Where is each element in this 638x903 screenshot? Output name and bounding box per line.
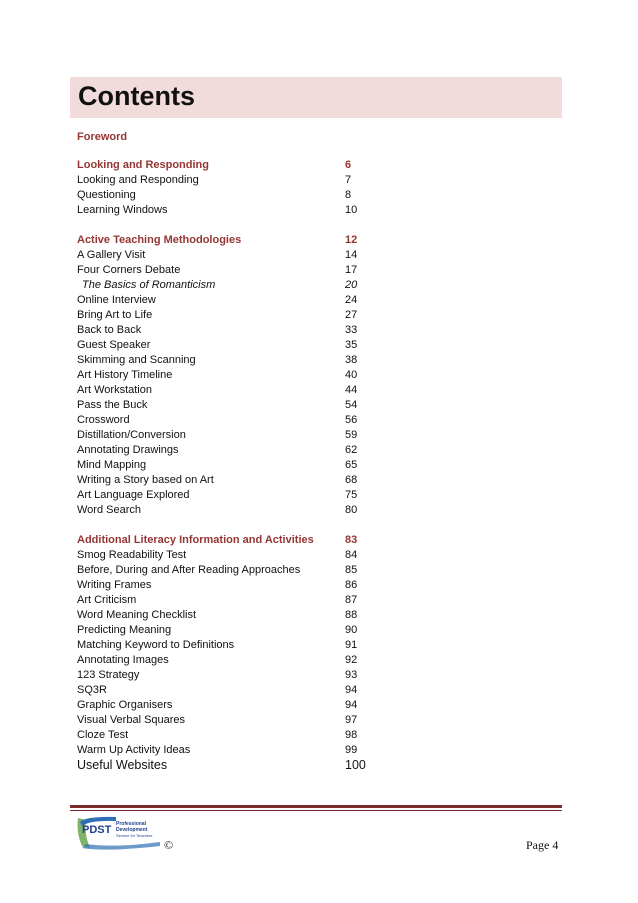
toc-item-label: Annotating Drawings [77, 444, 179, 456]
toc-item-label: Useful Websites [77, 758, 168, 772]
logo-mark-text: PDST [82, 824, 112, 836]
toc-item[interactable] [77, 248, 377, 263]
toc-item-label: Guest Speaker [77, 339, 151, 351]
contents-header-band [70, 77, 562, 118]
toc-section-title: Looking and Responding [77, 159, 209, 171]
toc-item-label: Art Language Explored [77, 489, 190, 501]
toc-item[interactable] [77, 578, 377, 593]
toc-item-page: 68 [345, 474, 358, 486]
table-of-contents [77, 130, 377, 773]
toc-item-label: A Gallery Visit [77, 249, 146, 261]
toc-item[interactable] [77, 728, 377, 743]
toc-item-page: 8 [345, 189, 352, 201]
toc-item-page: 84 [345, 549, 358, 561]
toc-item[interactable] [77, 413, 377, 428]
toc-item-page: 75 [345, 489, 358, 501]
toc-item-page: 87 [345, 594, 358, 606]
toc-item[interactable] [77, 563, 377, 578]
toc-item[interactable] [77, 368, 377, 383]
toc-item-page: 88 [345, 609, 358, 621]
toc-item-page: 54 [345, 399, 358, 411]
toc-item-label: Looking and Responding [77, 174, 199, 186]
toc-item[interactable] [77, 188, 377, 203]
toc-item-label: Mind Mapping [77, 459, 147, 471]
toc-item[interactable] [77, 338, 377, 353]
toc-item-label: Word Meaning Checklist [77, 609, 197, 621]
logo-tagline-2: Development [116, 827, 148, 833]
toc-item-page: 99 [345, 744, 358, 756]
toc-item-page: 10 [345, 204, 358, 216]
toc-section-heading[interactable] [77, 158, 377, 173]
toc-item[interactable] [77, 608, 377, 623]
toc-item[interactable] [77, 758, 377, 773]
toc-item-label: Bring Art to Life [77, 309, 153, 321]
toc-item-label: The Basics of Romanticism [82, 279, 216, 291]
toc-item-page: 91 [345, 639, 358, 651]
toc-item-page: 27 [345, 309, 358, 321]
pdst-logo-graphic [76, 812, 162, 852]
toc-item-page: 92 [345, 654, 358, 666]
toc-section-title: Active Teaching Methodologies [77, 234, 242, 246]
toc-section-heading[interactable] [77, 533, 377, 548]
toc-item-page: 59 [345, 429, 358, 441]
footer-rule-thin [70, 810, 562, 811]
toc-item-label: SQ3R [77, 684, 107, 696]
toc-item[interactable] [77, 353, 377, 368]
toc-item-page: 93 [345, 669, 358, 681]
toc-item-page: 56 [345, 414, 358, 426]
toc-foreword[interactable] [77, 130, 377, 145]
toc-item[interactable] [77, 698, 377, 713]
logo-tagline-3: Service for Teachers [116, 833, 153, 838]
toc-item-page: 90 [345, 624, 358, 636]
toc-item-page: 80 [345, 504, 358, 516]
toc-item[interactable] [77, 308, 377, 323]
copyright-symbol: © [164, 838, 174, 852]
toc-item-page: 86 [345, 579, 358, 591]
toc-item-label: Crossword [77, 414, 130, 426]
toc-item-label: Questioning [77, 189, 136, 201]
toc-item-label: 123 Strategy [77, 669, 140, 681]
toc-item-label: Back to Back [77, 324, 142, 336]
toc-item[interactable] [77, 173, 377, 188]
toc-item-page: 38 [345, 354, 358, 366]
toc-item[interactable] [77, 503, 377, 518]
toc-item-label: Predicting Meaning [77, 624, 172, 636]
toc-item-label: Word Search [77, 504, 141, 516]
toc-item-page: 62 [345, 444, 358, 456]
toc-item[interactable] [77, 458, 377, 473]
toc-item[interactable] [77, 443, 377, 458]
toc-item-label: Distillation/Conversion [77, 429, 186, 441]
toc-item-label: Skimming and Scanning [77, 354, 196, 366]
toc-item-label: Pass the Buck [77, 399, 148, 411]
toc-section-page: 83 [345, 534, 358, 546]
toc-item-label: Visual Verbal Squares [77, 714, 186, 726]
toc-section-title: Additional Literacy Information and Activities [77, 534, 314, 546]
toc-item-label: Writing a Story based on Art [77, 474, 214, 486]
toc-item[interactable] [77, 653, 377, 668]
toc-item-label: Graphic Organisers [77, 699, 173, 711]
toc-item[interactable] [77, 743, 377, 758]
toc-item[interactable] [77, 203, 377, 218]
toc-item-page: 7 [345, 174, 352, 186]
toc-item-page: 65 [345, 459, 358, 471]
page-title: Contents [78, 81, 195, 111]
toc-item[interactable] [77, 638, 377, 653]
toc-item[interactable] [77, 623, 377, 638]
logo-tagline-1: Professional [116, 821, 147, 827]
toc-item-label: Writing Frames [77, 579, 152, 591]
pdst-logo [76, 812, 162, 852]
toc-item-page: 24 [345, 294, 358, 306]
toc-item-label: Art History Timeline [77, 369, 173, 381]
toc-item[interactable] [77, 668, 377, 683]
toc-item-page: 20 [345, 279, 358, 291]
toc-item[interactable] [77, 428, 377, 443]
toc-item-label: Smog Readability Test [77, 549, 187, 561]
toc-section-heading[interactable] [77, 233, 377, 248]
toc-item[interactable] [77, 548, 377, 563]
toc-item-label: Cloze Test [77, 729, 129, 741]
toc-item-label: Art Criticism [77, 594, 137, 606]
toc-subitem[interactable] [77, 278, 377, 293]
toc-item[interactable] [77, 473, 377, 488]
toc-item[interactable] [77, 383, 377, 398]
toc-item-label: Learning Windows [77, 204, 168, 216]
toc-item-page: 85 [345, 564, 358, 576]
toc-item-page: 97 [345, 714, 358, 726]
toc-item-label: Before, During and After Reading Approaches [77, 564, 301, 576]
toc-item[interactable] [77, 683, 377, 698]
toc-item[interactable] [77, 398, 377, 413]
toc-item-page: 94 [345, 684, 358, 696]
toc-item-label: Matching Keyword to Definitions [77, 639, 235, 651]
toc-item-label: Four Corners Debate [77, 264, 181, 276]
toc-item[interactable] [77, 713, 377, 728]
toc-item-label: Warm Up Activity Ideas [77, 744, 191, 756]
toc-item-label: Annotating Images [77, 654, 169, 666]
toc-section-page: 6 [345, 159, 352, 171]
toc-item-page: 35 [345, 339, 358, 351]
toc-item[interactable] [77, 593, 377, 608]
toc-item[interactable] [77, 293, 377, 308]
toc-item-page: 44 [345, 384, 358, 396]
toc-item-page: 33 [345, 324, 358, 336]
toc-item[interactable] [77, 488, 377, 503]
toc-item-page: 94 [345, 699, 358, 711]
toc-item-label: Online Interview [77, 294, 156, 306]
toc-item-page: 98 [345, 729, 358, 741]
toc-item-label: Art Workstation [77, 384, 152, 396]
toc-item-page: 17 [345, 264, 358, 276]
toc-item-page: 14 [345, 249, 358, 261]
toc-item[interactable] [77, 323, 377, 338]
toc-foreword-label: Foreword [77, 131, 128, 143]
toc-item-page: 100 [345, 758, 366, 772]
page-number: Page 4 [526, 838, 559, 852]
footer-rule-thick [70, 805, 562, 808]
toc-item-page: 40 [345, 369, 358, 381]
toc-section-page: 12 [345, 234, 358, 246]
toc-item[interactable] [77, 263, 377, 278]
